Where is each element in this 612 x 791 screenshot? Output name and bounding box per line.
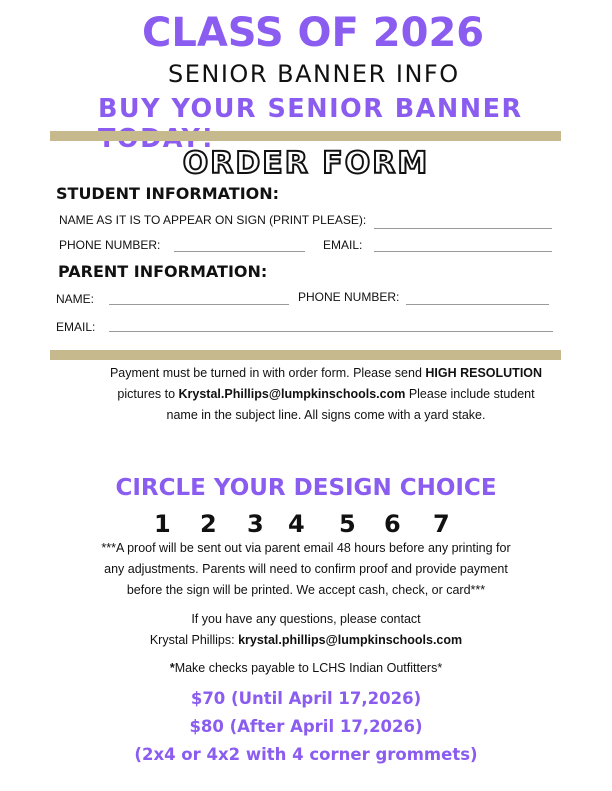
student-name-label: NAME AS IT IS TO APPEAR ON SIGN (PRINT PLEASE): [59,213,367,227]
high-resolution-text: HIGH RESOLUTION [425,366,543,380]
price-after-deadline: $80 (After April 17,2026) [189,717,423,736]
design-choice-7[interactable]: 7 [433,510,450,538]
design-choice-6[interactable]: 6 [384,510,401,538]
class-title: CLASS OF 2026 [142,10,485,56]
order-form-title: ORDER FORM [182,146,430,181]
student-phone-field[interactable] [174,251,305,252]
student-email-field[interactable] [374,251,552,252]
bottom-divider-bar [50,350,561,360]
student-name-field[interactable] [374,228,552,229]
payment-instructions: Payment must be turned in with order form. Please send HIGH RESOLUTION pictures to Krystal.Phillips@lumpkinschools.com Please include student name in the subject line. All signs come with a yard stake. [109,366,543,422]
top-divider-bar [50,131,561,141]
student-phone-label: PHONE NUMBER: [59,238,161,252]
parent-name-label: NAME: [56,292,95,306]
parent-phone-field[interactable] [406,304,549,305]
design-choice-5[interactable]: 5 [339,510,356,538]
student-email-label: EMAIL: [323,238,363,252]
design-choice-2[interactable]: 2 [200,510,217,538]
student-info-heading: STUDENT INFORMATION: [56,184,280,203]
parent-email-field[interactable] [109,331,553,332]
checks-payable-note: *Make checks payable to LCHS Indian Outfitters* [169,661,443,675]
design-choice-1[interactable]: 1 [154,510,171,538]
buy-banner-tagline: BUY YOUR SENIOR BANNER [98,94,523,124]
price-before-deadline: $70 (Until April 17,2026) [190,689,422,708]
payment-email-link[interactable]: Krystal.Phillips@lumpkinschools.com [178,387,406,401]
banner-size-note: (2x4 or 4x2 with 4 corner grommets) [134,745,478,764]
parent-email-label: EMAIL: [56,320,96,334]
contact-email-link[interactable]: krystal.phillips@lumpkinschools.com [238,633,463,647]
parent-phone-label: PHONE NUMBER: [298,290,400,304]
proof-notice: ***A proof will be sent out via parent email 48 hours before any printing for any adjustments. Parents will need to confirm proof and provide payment before the sign will be printed. We accept cash, check, or card*** [101,541,511,597]
design-choice-heading: CIRCLE YOUR DESIGN CHOICE [115,475,497,501]
banner-info-subtitle: SENIOR BANNER INFO [168,60,460,88]
design-choice-3[interactable]: 3 [247,510,264,538]
design-choice-4[interactable]: 4 [288,510,305,538]
parent-name-field[interactable] [109,304,289,305]
contact-info: If you have any questions, please contact Krystal Phillips: krystal.phillips@lumpkinschools.com [149,612,463,647]
parent-info-heading: PARENT INFORMATION: [58,262,268,281]
